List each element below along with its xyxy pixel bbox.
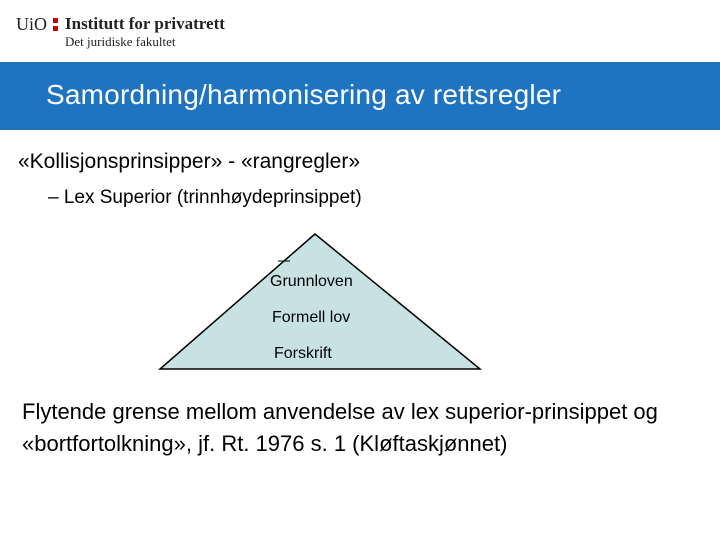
body-paragraph: Flytende grense mellom anvendelse av lex superior-prinsippet og «bortfortolkning», jf. Rt. 1976 s. 1 (Kløftaskjønnet) (22, 399, 658, 456)
main-bullet: «Kollisjonsprinsipper» - «rangregler» (18, 150, 361, 173)
pyramid-level-forskrift: Forskrift (274, 345, 332, 362)
faculty-name: Det juridiske fakultet (65, 34, 176, 49)
logo-uio-text: UiO (16, 14, 47, 34)
title-bar (0, 62, 720, 130)
logo-colon-mark (53, 18, 59, 32)
pyramid-level-formell-lov: Formell lov (272, 309, 351, 326)
slide-title: Samordning/harmonisering av rettsregler (46, 79, 562, 110)
sub-bullet: – Lex Superior (trinnhøydeprinsippet) (48, 187, 362, 208)
pyramid-level-grunnloven: Grunnloven (270, 273, 353, 290)
institute-name: Institutt for privatrett (65, 14, 225, 33)
